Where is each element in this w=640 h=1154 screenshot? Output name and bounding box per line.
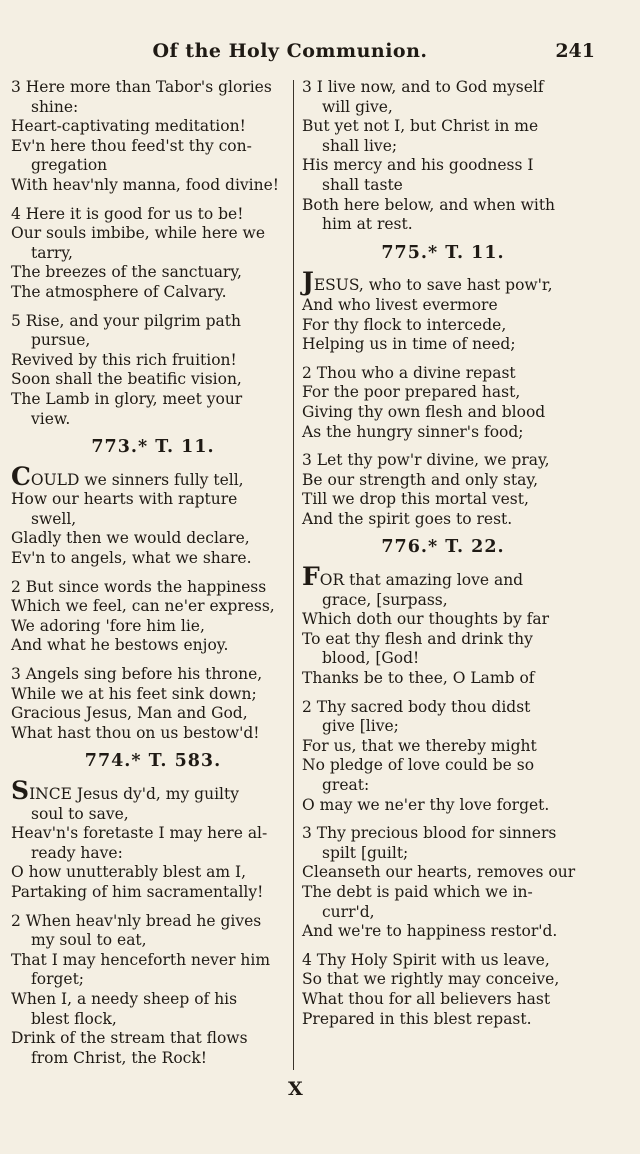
drop-cap: C [11, 461, 31, 491]
verse-line: Ev'n here thou feed'st thy con- [11, 136, 252, 155]
verse-line: The debt is paid which we in- [302, 882, 533, 901]
stanza [11, 312, 295, 430]
verse-line: pursue, [31, 331, 91, 350]
verse-line: That I may henceforth never him [11, 950, 271, 969]
stanza [11, 78, 295, 196]
verse-line: And the spirit goes to rest. [302, 509, 513, 528]
verse-line: Ev'n to angels, what we share. [11, 549, 252, 568]
verse-line: blest flock, [31, 1009, 117, 1028]
verse-line: With heav'nly manna, food divine! [11, 175, 280, 194]
drop-cap: F [302, 562, 320, 592]
verse-line: For thy flock to intercede, [302, 315, 507, 334]
verse-line: gregation [31, 156, 108, 175]
running-title: Of the Holy Communion. [152, 40, 428, 62]
verse-text: we sinners fully tell, [79, 470, 244, 489]
verse-line: The Lamb in glory, meet your [11, 389, 243, 408]
page-header [0, 40, 640, 70]
drop-cap: J [302, 267, 314, 297]
stanza [302, 824, 584, 942]
verse-line: Giving thy own flesh and blood [302, 402, 546, 421]
verse-line: will give, [322, 97, 393, 116]
verse-line: 4 Here it is good for us to be! [11, 204, 244, 223]
verse-line: soul to save, [31, 804, 129, 823]
verse-line: great: [322, 776, 370, 794]
verse-line: But yet not I, but Christ in me [302, 117, 539, 136]
verse-line: 3 Here more than Tabor's glories [11, 78, 272, 96]
right-column [302, 78, 584, 1038]
stanza [302, 698, 584, 816]
verse-line: ready have: [31, 843, 123, 862]
verse-line: Revived by this rich fruition! [11, 350, 237, 369]
verse-line: To eat thy flesh and drink thy [302, 629, 533, 648]
verse-line: tarry, [31, 243, 73, 262]
verse-line: Soon shall the beatific vision, [11, 370, 242, 389]
small-caps-word: INCE [29, 785, 72, 803]
verse-line: shine: [31, 97, 79, 116]
verse-text: who to save hast pow'r, [363, 276, 553, 295]
small-caps-word: OULD [30, 470, 80, 489]
page-number: 241 [555, 40, 595, 62]
verse-line: 5 Rise, and your pilgrim path [11, 311, 242, 330]
verse-line: And we're to happiness restor'd. [302, 922, 558, 941]
verse-line: Heav'n's foretaste I may here al- [11, 824, 268, 843]
verse-line: When I, a needy sheep of his [11, 989, 238, 1008]
verse-text: Jesus dy'd, my guilty [71, 785, 239, 803]
verse-line: my soul to eat, [31, 931, 147, 950]
verse-line: give [live; [322, 717, 399, 736]
verse-line: And what he bestows enjoy. [11, 636, 229, 655]
small-caps-word: OR [319, 571, 345, 590]
verse-line: 2 Thou who a divine repast [302, 363, 516, 382]
verse-line: curr'd, [322, 902, 375, 921]
verse-line [11, 461, 295, 491]
verse-line: Both here below, and when with [302, 195, 556, 214]
verse-line: forget; [31, 970, 85, 989]
verse-line: Our souls imbibe, while here we [11, 224, 265, 243]
verse-line: Gracious Jesus, Man and God, [11, 704, 248, 723]
hymn-number-775: 775.* T. 11. [381, 242, 505, 263]
stanza [302, 951, 584, 1029]
verse-line: Which doth our thoughts by far [302, 610, 550, 629]
verse-line: For the poor prepared hast, [302, 383, 521, 402]
verse-line: The atmosphere of Calvary. [11, 282, 227, 301]
verse-line: Gladly then we would declare, [11, 529, 250, 548]
verse-line: While we at his feet sink down; [11, 684, 257, 703]
hymn-number-773: 773.* T. 11. [91, 437, 215, 458]
stanza [11, 912, 295, 1069]
small-caps-word: ESUS, [313, 276, 364, 295]
verse-line: shall live; [322, 136, 398, 155]
verse-line: 3 I live now, and to God myself [302, 78, 544, 96]
verse-line: Thanks be to thee, O Lamb of [302, 669, 535, 688]
signature-mark: X [288, 1078, 303, 1100]
verse-line: 4 Thy Holy Spirit with us leave, [302, 950, 550, 969]
verse-line: For us, that we thereby might [302, 736, 537, 755]
verse-line: As the hungry sinner's food; [302, 422, 524, 441]
verse-line: How our hearts with rapture [11, 490, 238, 509]
stanza [11, 776, 295, 903]
verse-line: No pledge of love could be so [302, 756, 535, 775]
verse-line: swell, [31, 509, 77, 528]
hymn-number-774: 774.* T. 583. [84, 751, 222, 772]
verse-line: Till we drop this mortal vest, [302, 490, 529, 509]
stanza [302, 78, 584, 235]
verse-line: spilt [guilt; [322, 843, 409, 862]
verse-line: Partaking of him sacramentally! [11, 882, 264, 901]
verse-line: shall taste [322, 175, 403, 194]
stanza [11, 578, 295, 656]
verse-line: O how unutterably blest am I, [11, 863, 247, 882]
verse-line: him at rest. [322, 215, 413, 234]
stanza [11, 205, 295, 303]
verse-line: grace, [surpass, [322, 590, 448, 609]
verse-line: Be our strength and only stay, [302, 470, 539, 489]
verse-line [302, 267, 584, 297]
verse-line: 3 Thy precious blood for sinners [302, 824, 557, 843]
stanza [11, 665, 295, 743]
verse-line: The breezes of the sanctuary, [11, 263, 242, 282]
stanza [302, 562, 584, 689]
verse-line: view. [31, 409, 71, 428]
verse-line [11, 776, 295, 805]
verse-line: from Christ, the Rock! [31, 1048, 207, 1067]
drop-cap: S [11, 776, 30, 805]
stanza [302, 267, 584, 354]
verse-line: Helping us in time of need; [302, 335, 516, 354]
verse-line [302, 562, 584, 592]
verse-line: Drink of the stream that flows [11, 1029, 248, 1048]
verse-line: O may we ne'er thy love forget. [302, 795, 550, 814]
left-column [11, 78, 295, 1077]
hymn-number-776: 776.* T. 22. [381, 537, 505, 558]
verse-line: Heart-captivating meditation! [11, 117, 246, 136]
verse-line: 2 Thy sacred body thou didst [302, 697, 531, 716]
stanza [11, 461, 295, 569]
verse-line: What thou for all believers hast [302, 989, 551, 1008]
verse-line: 3 Let thy pow'r divine, we pray, [302, 451, 550, 470]
verse-line: blood, [God! [322, 649, 420, 668]
verse-line: Cleanseth our hearts, removes our [302, 863, 576, 882]
verse-line: Prepared in this blest repast. [302, 1009, 532, 1028]
verse-line: His mercy and his goodness I [302, 156, 534, 175]
verse-line: What hast thou on us bestow'd! [11, 723, 260, 742]
stanza [302, 451, 584, 529]
verse-line: 2 When heav'nly bread he gives [11, 911, 262, 930]
stanza [302, 364, 584, 442]
verse-line: 3 Angels sing before his throne, [11, 665, 263, 684]
verse-line: 2 But since words the happiness [11, 577, 267, 596]
verse-line: We adoring 'fore him lie, [11, 616, 205, 635]
verse-line: Which we feel, can ne'er express, [11, 597, 275, 616]
verse-text: that amazing love and [344, 571, 524, 590]
verse-line: And who livest evermore [302, 295, 498, 314]
verse-line: So that we rightly may conceive, [302, 970, 560, 989]
